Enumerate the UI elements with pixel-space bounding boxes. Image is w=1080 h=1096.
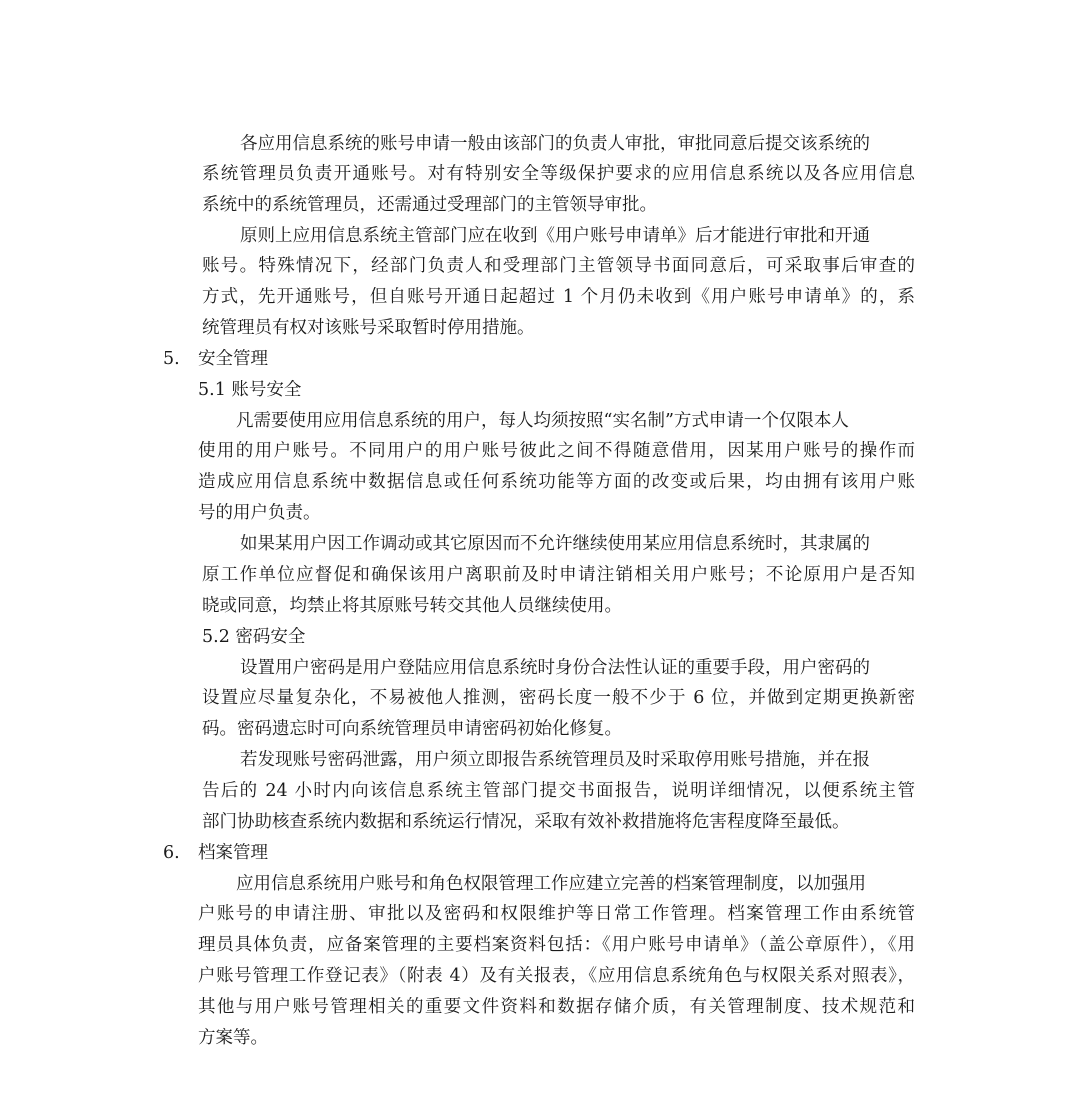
text-line: 理员具体负责，应备案管理的主要档案资料包括：《用户账号申请单》（盖公章原件），《用 bbox=[198, 935, 915, 955]
text-line: 原工作单位应督促和确保该用户离职前及时申请注销相关用户账号；不论原用户是否知 bbox=[202, 565, 915, 585]
text-line: 系统管理员负责开通账号。对有特别安全等级保护要求的应用信息系统以及各应用信息 bbox=[202, 164, 915, 184]
section-title: 档案管理 bbox=[198, 843, 268, 863]
text-line: 若发现账号密码泄露，用户须立即报告系统管理员及时采取停用账号措施，并在报 bbox=[240, 750, 870, 770]
subsection-title-account-security: 5.1 账号安全 bbox=[198, 380, 302, 400]
section-title: 安全管理 bbox=[198, 349, 268, 369]
text-line: 应用信息系统用户账号和角色权限管理工作应建立完善的档案管理制度，以加强用 bbox=[236, 874, 866, 894]
text-line: 账号。特殊情况下，经部门负责人和受理部门主管领导书面同意后，可采取事后审查的 bbox=[202, 256, 915, 276]
text-line: 户账号的申请注册、审批以及密码和权限维护等日常工作管理。档案管理工作由系统管 bbox=[198, 904, 915, 924]
section-number: 6. bbox=[163, 843, 180, 863]
text-line: 晓或同意，均禁止将其原账号转交其他人员继续使用。 bbox=[202, 596, 622, 616]
text-line: 设置用户密码是用户登陆应用信息系统时身份合法性认证的重要手段，用户密码的 bbox=[240, 658, 870, 678]
text-line: 码。密码遗忘时可向系统管理员申请密码初始化修复。 bbox=[202, 719, 622, 739]
text-line: 设置应尽量复杂化，不易被他人推测，密码长度一般不少于 6 位，并做到定期更换新密 bbox=[202, 688, 915, 708]
text-line: 使用的用户账号。不同用户的用户账号彼此之间不得随意借用，因某用户账号的操作而 bbox=[198, 441, 915, 461]
text-line: 系统中的系统管理员，还需通过受理部门的主管领导审批。 bbox=[202, 195, 657, 215]
text-line: 凡需要使用应用信息系统的用户，每人均须按照“实名制”方式申请一个仅限本人 bbox=[236, 411, 849, 431]
section-number: 5. bbox=[163, 349, 180, 369]
text-line: 原则上应用信息系统主管部门应在收到《用户账号申请单》后才能进行审批和开通 bbox=[240, 226, 870, 246]
text-line: 告后的 24 小时内向该信息系统主管部门提交书面报告，说明详细情况，以便系统主管 bbox=[202, 781, 915, 801]
text-line: 部门协助核查系统内数据和系统运行情况，采取有效补救措施将危害程度降至最低。 bbox=[202, 812, 850, 832]
subsection-title-password-security: 5.2 密码安全 bbox=[202, 627, 306, 647]
text-line: 如果某用户因工作调动或其它原因而不允许继续使用某应用信息系统时，其隶属的 bbox=[240, 534, 870, 554]
text-line: 造成应用信息系统中数据信息或任何系统功能等方面的改变或后果，均由拥有该用户账 bbox=[198, 472, 915, 492]
text-line: 方式，先开通账号，但自账号开通日起超过 1 个月仍未收到《用户账号申请单》的，系 bbox=[202, 287, 915, 307]
text-line: 各应用信息系统的账号申请一般由该部门的负责人审批，审批同意后提交该系统的 bbox=[240, 134, 870, 154]
text-line: 其他与用户账号管理相关的重要文件资料和数据存储介质，有关管理制度、技术规范和 bbox=[198, 997, 915, 1017]
text-line: 户账号管理工作登记表》（附表 4）及有关报表，《应用信息系统角色与权限关系对照表》， bbox=[198, 966, 915, 986]
text-line: 号的用户负责。 bbox=[198, 503, 321, 523]
text-line: 方案等。 bbox=[198, 1028, 268, 1048]
text-line: 统管理员有权对该账号采取暂时停用措施。 bbox=[202, 318, 535, 338]
